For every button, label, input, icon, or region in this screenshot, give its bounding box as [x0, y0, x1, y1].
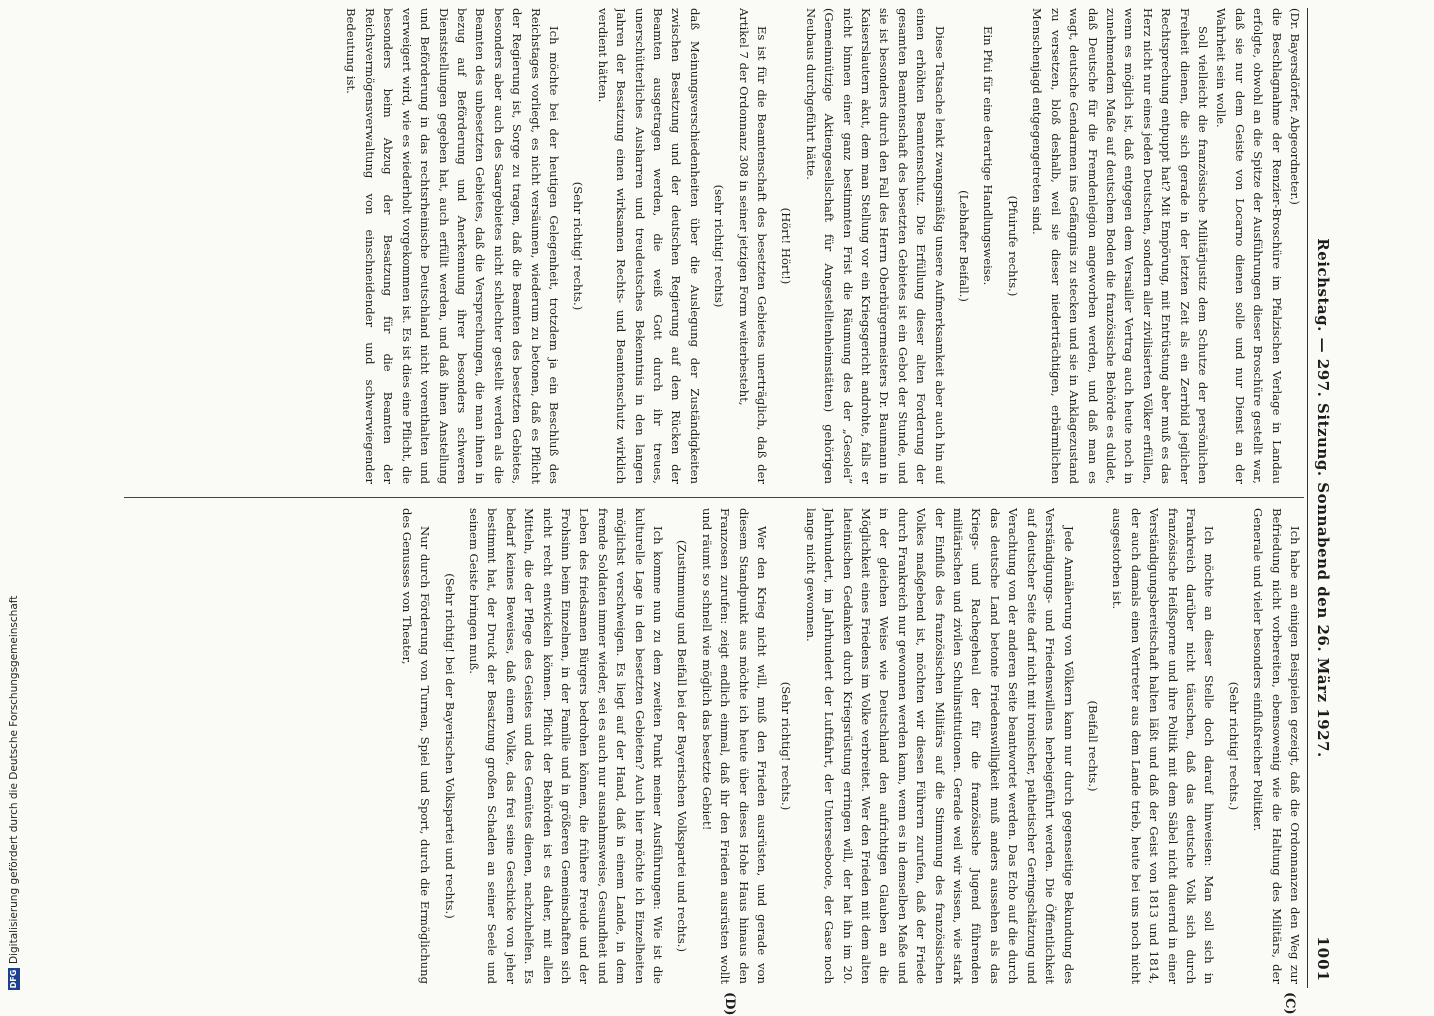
interjection: (sehr richtig! rechts)	[710, 8, 728, 484]
margin-marker-c: (C)	[1280, 992, 1298, 1015]
paragraph: Nur durch Förderung von Turnen, Spiel und Sport, durch die Ermöglichung des Genusses von Theater,	[397, 508, 434, 984]
left-column	[124, 8, 1304, 484]
interjection: (Lebhafter Beifall.)	[955, 8, 973, 484]
footer-text: Digitalisierung gefördert durch die Deutsche Forschungsgemeinschaft	[8, 596, 20, 964]
interjection: (Sehr richtig! rechts.)	[569, 8, 587, 484]
right-column	[124, 508, 1304, 984]
paragraph: Wer den Krieg nicht will, muß den Frieden ausrüsten, und gerade von diesem Standpunkt aus möchte ich heute über dieses Hohe Haus hinaus den Franzosen zurufen: zeigt endlich einmal, daß ihr den Frieden ausrüsten wollt und räumt so schnell wie möglich das besetzte Gebiet!	[697, 508, 771, 984]
interjection: (Sehr richtig! bei der Bayerischen Volkspartei und rechts.)	[440, 508, 458, 984]
paragraph: Soll vielleicht die französische Militärjustiz dem Schutze der persönlichen Freiheit dienen, die sich gerade in der letzten Zeit als ein Zerrbild jeglicher Rechtsprechung entpuppt hat? Mit Empörung, mit Entrüstung aber muß es das Herz nicht nur eines jeden Deutschen, sondern aller zivilisierten Völker erfüllen, wenn es möglich ist, daß entgegen dem Versailler Vertrag auch heute noch in zunehmendem Maße auf deutschem Boden die französische Behörde es duldet, daß Deutsche für die Fremdenlegion angeworben werden, und daß man es wagt, deutsche Gendarmen ins Gefängnis zu stecken und sie in Anklagezustand zu versetzen, bloß deshalb, weil sie dieser niederträchtigen, erbärmlichen Menschenjagd entgegengetreten sind.	[1028, 8, 1212, 484]
interjection: (Sehr richtig! rechts.)	[1224, 508, 1242, 984]
interjection: (Sehr richtig! rechts.)	[777, 508, 795, 984]
paragraph: Ich möchte an dieser Stelle doch darauf hinweisen: Man soll sich in Frankreich darüber nicht täuschen, daß das deutsche Volk sich durch französische Heißsporne und ihre Politik mit dem Säbel nicht dauernd in einer Verständigungsbereitschaft halten läßt und daß der Geist von 1813 und 1814, der auch damals einen Vertreter aus dem Lande trieb, heute bei uns noch nicht ausgestorben ist.	[1108, 508, 1218, 984]
paragraph: Ich habe an einigen Beispielen gezeigt, daß die Ordonnanzen den Weg zur Befriedung nicht vorbereiten, ebensowenig wie die Haltung des Militärs, der Generale und vieler besonders einflußreicher Politiker.	[1249, 508, 1304, 984]
dfg-logo: DFG	[8, 968, 20, 990]
page-header	[1307, 8, 1338, 988]
speaker-line: (Dr. Bayersdörfer, Abgeordneter.)	[1286, 8, 1304, 484]
interjection: (Hört! Hört!)	[777, 8, 795, 484]
paragraph: Ich komme nun zu dem zweiten Punkt meiner Ausführungen: Wie ist die kulturelle Lage in den besetzten Gebieten? Auch hier möchte ich Einzelheiten möglichst verschweigen. Es liegt auf der Hand, daß in einem Lande, in dem fremde Soldaten immer wieder, sei es auch nur ausnahmsweise, Gesundheit und Leben des friedsamen Bürgers bedrohen können, die frühere Freude und der Frohsinn beim Einzelnen, in der Familie und in größeren Gemeinschaften sich nicht recht entwickeln können. Pflicht der Behörden ist es daher, mit allen Mitteln, die der Pflege des Geistes und des Gemütes dienen, nachzuhelfen. Es bedarf keines Beweises, daß einem Volke, das frei seine Geschicke von jeher bestimmt hat, der Druck der Besatzung großen Schaden an seiner Seele und seinem Geiste bringen muß.	[465, 508, 667, 984]
header-title: Reichstag. — 297. Sitzung. Sonnabend den 26. März 1927.	[1314, 8, 1332, 988]
paragraph: Diese Tatsache lenkt zwangsmäßig unsere Aufmerksamkeit aber auch hin auf einen erhöhten Beamtenschutz. Die Erfüllung dieser alten Forderung der gesamten Beamtenschaft des besetzten Gebietes ist ein Gebot der Stunde, und sie ist besonders durch den Fall des Herrn Oberbürgermeisters Dr. Baumann in Kaiserslautern akut, dem man Stellung vor ein Kriegsgericht androhte, falls er nicht binnen einer ganz bestimmten Frist die Räumung des der „Gesolei“ (Gemeinnützige Aktiengesellschaft für Angestelltenheimstätten) gehörigen Neubaus durchgeführt hätte.	[801, 8, 948, 484]
interjection: (Pfuirufe rechts.)	[1004, 8, 1022, 484]
interjection: (Zustimmung und Beifall bei der Bayerischen Volkspartei und rechts.)	[673, 508, 691, 984]
rotated-print-page	[102, 8, 1338, 988]
paragraph: Es ist für die Beamtenschaft des besetzten Gebietes unerträglich, daß der Artikel 7 der Ordonnanz 308 in seiner jetzigen Form weiterbesteht,	[734, 8, 771, 484]
paragraph: Jede Annäherung von Völkern kann nur durch gegenseitige Bekundung des Verständigungs- und Friedenswillens herbeigeführt werden. Die Öffentlichkeit auf deutscher Seite darf nicht mit ironischer, pathetischer Geringschätzung und Verachtung von der anderen Seite beantwortet werden. Das Echo auf die durch das deutsche Land betonte Friedenswilligkeit muß anders aussehen als das Kriegs- und Rachegeheul der für die französische Jugend führenden militärischen und zivilen Schulinstitutionen. Gerade weil wir wissen, wie stark der Einfluß des französischen Militärs auf die Stimmung des französischen Volkes maßgebend ist, möchten wir diesen Führern zurufen, daß der Friede durch Frankreich nur gewonnen werden kann, wenn es in demselben Maße und in der gleichen Weise wie Deutschland den aufrichtigen Glauben an die Möglichkeit eines Friedens im Volke verbreitet. Wer den Frieden mit dem alten lateinischen Gedanken durch Kriegsrüstung erringen will, der hat ihn im 20. Jahrhundert, im Jahrhundert der Luftfahrt, der Unterseeboote, der Gase noch lange nicht gewonnen.	[801, 508, 1077, 984]
margin-marker-d: (D)	[720, 992, 738, 1016]
paragraph: daß Meinungsverschiedenheiten über die Auslegung der Zuständigkeiten zwischen Besatzung und der deutschen Regierung auf dem Rücken der Beamten ausgetragen werden, die weiß Gott durch ihr treues, unerschütterliches Ausharren und treudeutsches Bekenntnis in den langen Jahren der Besatzung einen wirksamen Rechts- und Beamtenschutz wirklich verdient hätten.	[593, 8, 703, 484]
column-divider	[124, 497, 1304, 498]
margin-marker-b	[720, 0, 738, 1]
interjection: (Beifall rechts.)	[1084, 508, 1102, 984]
page-number: 1001	[1314, 936, 1332, 982]
paragraph: Ein Pfui für eine derartige Handlungsweise.	[979, 8, 997, 484]
digitization-footer	[4, 605, 24, 990]
paragraph: Ich möchte bei der heutigen Gelegenheit, trotzdem ja ein Beschluß des Reichstages vorliegt, es nicht versäumen, wiederum zu betonen, daß es Pflicht der Regierung ist, Sorge zu tragen, daß die Beamten des besetzten Gebietes, besonders aber auch des Saargebietes nicht schlechter gestellt werden als die Beamten des unbesetzten Gebietes, daß die Versprechungen, die man ihnen in bezug auf Beförderung und Anerkennung ihrer besonders schweren Dienststellungen gegeben hat, auch erfüllt werden, und daß ihnen Anstellung und Beförderung in das rechtsrheinische Deutschland nicht vorenthalten und verweigert wird, wie es wiederholt vorgekommen ist. Es ist dies eine Pflicht, die besonders beim Abzug der Besatzung für die Beamten der Reichsvermögensverwaltung von einschneidender und schwerwiegender Bedeutung ist.	[342, 8, 563, 484]
paragraph: die Beschlagnahme der Renzier-Broschüre im Pfalzischen Verlage in Landau erfolgte, obwohl an die Spitze der Ausführungen dieser Broschüre gestellt war, daß sie nur dem Geiste von Locarno dienen solle und nur Dienst an der Wahrheit sein wolle.	[1212, 8, 1286, 484]
